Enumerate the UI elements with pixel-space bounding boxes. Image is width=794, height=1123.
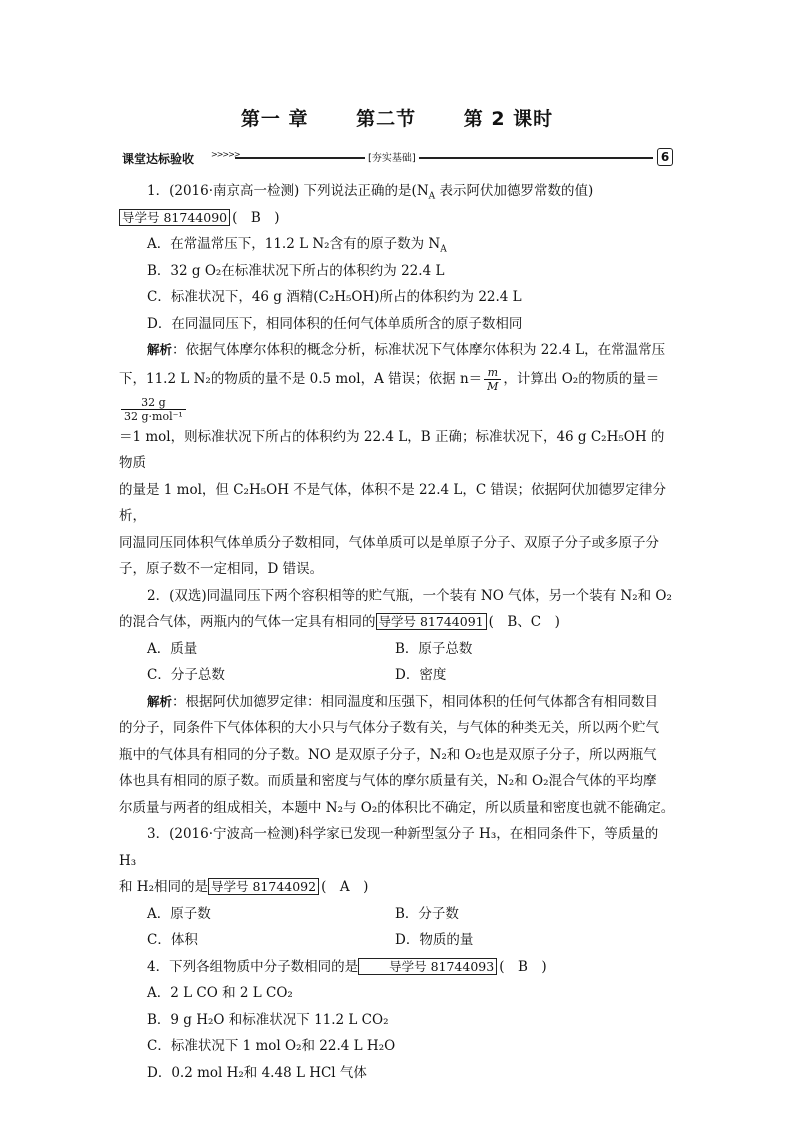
banner-arrows-icon: >>>>> bbox=[211, 150, 240, 159]
q2-options-row-1 bbox=[119, 636, 675, 663]
q1-ref-tag[interactable]: 导学号 81744090 bbox=[119, 209, 230, 226]
q3-option-b: B．分子数 bbox=[395, 905, 459, 922]
q2-explanation-label: 解析 bbox=[147, 693, 173, 709]
banner-tag: [夯实基础] bbox=[365, 149, 419, 164]
q2-ref-tag[interactable]: 导学号 81744091 bbox=[376, 613, 487, 630]
page-title bbox=[0, 104, 794, 131]
q1-ref-line bbox=[119, 205, 675, 232]
q1-explanation-5: 同温同压同体积气体单质分子数相同，气体单质可以是单原子分子、双原子分子或多原子分 bbox=[119, 534, 659, 551]
q4-option-d: D．0.2 mol H₂和 4.48 L HCl 气体 bbox=[147, 1064, 367, 1081]
banner-count-badge: 6 bbox=[657, 148, 673, 166]
q2-option-c: C．分子总数 bbox=[147, 667, 225, 683]
section-banner bbox=[119, 146, 679, 170]
q1-explanation-2: 下，11.2 L N₂的物质的量不是 0.5 mol，A 错误；依据 n＝ $\frac{m}{M}$ ，计算出 O₂的物质的量＝ $\frac{32 g}{\text{32 g·mol⁻¹}}$ bbox=[119, 365, 660, 423]
q3-option-c: C．体积 bbox=[147, 932, 198, 948]
q2-explanation-4: 体也具有相同的原子数。而质量和密度与气体的摩尔质量有关，N₂和 O₂混合气体的平均摩 bbox=[119, 773, 657, 789]
q2-option-a: A．质量 bbox=[147, 640, 198, 657]
q2-option-d: D．密度 bbox=[395, 667, 447, 683]
q3-answer: ( A ) bbox=[321, 879, 369, 895]
q4-answer: ( B ) bbox=[499, 958, 547, 975]
q1-explanation-label: 解析 bbox=[147, 342, 173, 357]
q1-fraction-mass: $\frac{32 g}{\text{32 g·mol⁻¹}}$ bbox=[121, 396, 186, 423]
q3-options-row-1 bbox=[119, 901, 675, 928]
q1-option-b: B．32 g O₂在标准状况下所占的体积约为 22.4 L bbox=[147, 262, 445, 279]
q2-explanation-2: 的分子，同条件下气体体积的大小只与气体分子数有关，与气体的种类无关，所以两个贮气 bbox=[119, 720, 659, 736]
banner-label: 课堂达标验收 bbox=[122, 152, 195, 166]
q1-stem: 1．(2016·南京高一检测) 下列说法正确的是($N_A$ 表示阿伏加德罗常数的值) bbox=[147, 183, 594, 202]
section-label: 第二节 bbox=[356, 108, 417, 130]
q2-explanation-3: 瓶中的气体具有相同的分子数。NO 是双原子分子，N₂和 O₂也是双原子分子，所以两瓶气 bbox=[119, 746, 657, 763]
lesson-label: 第 2 课时 bbox=[463, 108, 554, 130]
q1-option-c: C．标准状况下，46 g 酒精(C₂H₅OH)所占的体积约为 22.4 L bbox=[147, 289, 522, 305]
q1-option-a: A．在常温常压下，11.2 L N₂含有的原子数为 $N_A$ bbox=[147, 236, 447, 255]
banner-rule bbox=[235, 157, 653, 159]
q1-fraction-m-over-m: $\frac{m}{M}$ bbox=[484, 366, 501, 393]
q1-explanation-4: 的量是 1 mol，但 C₂H₅OH 不是气体，体积不是 22.4 L，C 错误；依据阿伏加德罗定律分析， bbox=[119, 481, 666, 524]
q4-option-b: B．9 g H₂O 和标准状况下 11.2 L CO₂ bbox=[147, 1011, 389, 1028]
q3-stem-1: 3．(2016·宁波高一检测)科学家已发现一种新型氢分子 H₃，在相同条件下，等质量的 H₃ bbox=[119, 826, 659, 869]
q1-explanation-3: ＝1 mol，则标准状况下所占的体积约为 22.4 L，B 正确；标准状况下，46 g C₂H₅OH 的物质 bbox=[119, 428, 665, 471]
q2-options-row-2 bbox=[119, 662, 675, 689]
q2-explanation-1: 解析：根据阿伏加德罗定律：相同温度和压强下，相同体积的任何气体都含有相同数目 bbox=[147, 693, 659, 710]
q2-option-b: B．原子总数 bbox=[395, 640, 473, 657]
q1-option-d: D．在同温同压下，相同体积的任何气体单质所含的原子数相同 bbox=[147, 315, 523, 332]
q3-options-row-2 bbox=[119, 927, 675, 954]
q3-ref-tag[interactable]: 导学号 81744092 bbox=[208, 878, 319, 895]
q4-stem: 4．下列各组物质中分子数相同的是 导学号 81744093 ( B ) bbox=[147, 958, 547, 975]
q2-answer: ( B、C ) bbox=[488, 614, 560, 630]
q2-explanation-5: 尔质量与两者的组成相关，本题中 N₂与 O₂的体积比不确定，所以质量和密度也就不能确定。 bbox=[119, 799, 675, 816]
q1-explanation-6: 子，原子数不一定相同，D 错误。 bbox=[119, 561, 324, 577]
q2-stem-2: 的混合气体，两瓶内的气体一定具有相同的 导学号 81744091 ( B、C ) bbox=[119, 614, 560, 630]
q3-stem-2: 和 H₂相同的是 导学号 81744092 ( A ) bbox=[119, 879, 369, 895]
q1-answer: ( B ) bbox=[232, 209, 280, 226]
q4-option-a: A．2 L CO 和 2 L CO₂ bbox=[147, 985, 293, 1001]
question-content bbox=[119, 178, 675, 1086]
q3-option-d: D．物质的量 bbox=[395, 932, 474, 948]
q1-explanation-1: 解析：依据气体摩尔体积的概念分析，标准状况下气体摩尔体积为 22.4 L，在常温常压 bbox=[147, 342, 666, 358]
q4-ref-tag[interactable]: 导学号 81744093 bbox=[358, 958, 497, 975]
q3-option-a: A．原子数 bbox=[147, 905, 211, 922]
q4-option-c: C．标准状况下 1 mol O₂和 22.4 L H₂O bbox=[147, 1038, 396, 1054]
chapter-label: 第一 章 bbox=[240, 108, 309, 130]
q2-stem-1: 2．(双选)同温同压下两个容积相等的贮气瓶，一个装有 NO 气体，另一个装有 N₂和 O₂ bbox=[147, 587, 672, 604]
